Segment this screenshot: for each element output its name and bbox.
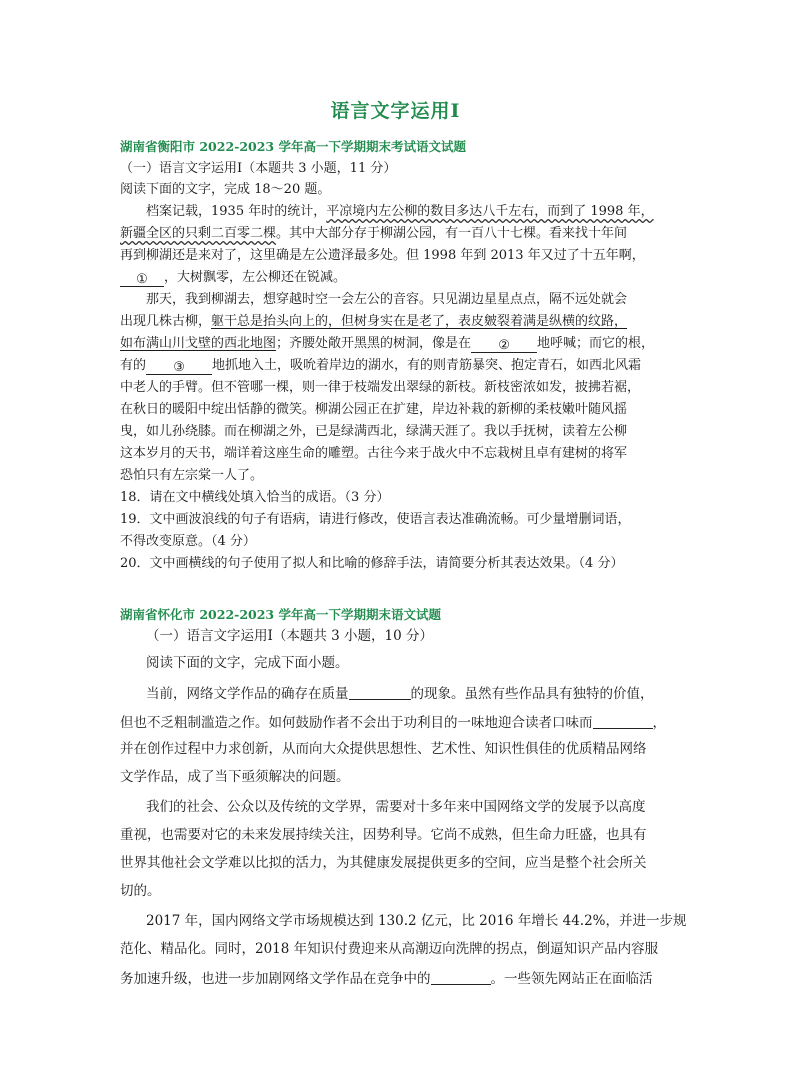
section2-subheading: （一）语言文字运用Ⅰ（本题共 3 小题，10 分） <box>146 628 433 644</box>
wavy-underlined-sentence: 平凉境内左公柳的数目多达八千左右，而到了 1998 年， <box>326 204 654 219</box>
passage1-line: 那天，我到柳湖去，想穿越时空一会左公的音容。只见湖边星星点点，隔不远处就会 <box>146 292 628 307</box>
passage1-line: 在秋日的暖阳中绽出恬静的微笑。柳湖公园正在扩建，岸边补栽的新柳的柔枝嫩叶随风摇 <box>120 402 628 417</box>
passage2-line: 但也不乏粗制滥造之作。如何鼓励作者不会出于功利目的一味地迎合读者口味而 ， <box>120 715 666 731</box>
question-20: 20．文中画横线的句子使用了拟人和比喻的修辞手法，请简要分析其表达效果。（4 分） <box>120 556 624 571</box>
passage1-line: 新疆全区的只剩二百零二棵。其中大部分存于柳湖公园，有一百八十七棵。看来找十年间 <box>120 226 628 241</box>
underlined-sentence: 如布满山川戈壁的西北地图 <box>120 336 277 351</box>
passage1-line: 有的 ③ 地抓地入土，吸吮着岸边的湖水，有的则青筋暴突、抱定青石，如西北风霜 <box>120 358 642 375</box>
passage2-line: 当前，网络文学作品的确存在质量 的现象。虽然有些作品具有独特的价值， <box>146 686 654 702</box>
passage1-line: 档案记载，1935 年时的统计，平凉境内左公柳的数目多达八千左右，而到了 1998 年， <box>146 204 654 219</box>
passage1-line: ① ，大树飘零，左公柳还在锐减。 <box>120 271 346 287</box>
passage1-line: 出现几株古柳，躯干总是抬头向上的，但树身实在是老了，表皮皴裂着满是纵横的纹路， <box>120 314 628 329</box>
question-19: 19．文中画波浪线的句子有语病，请进行修改，使语言表达准确流畅。可少量增删词语， <box>120 512 631 527</box>
passage1-line: 曳，如儿孙绕膝。而在柳湖之外，已是绿满西北，绿满天涯了。我以手抚树，读着左公柳 <box>120 424 628 439</box>
underlined-sentence: 躯干总是抬头向上的，但树身实在是老了，表皮皴裂着满是纵横的纹路， <box>211 314 628 329</box>
fill-blank-b[interactable] <box>593 715 653 729</box>
wavy-underlined-sentence: 新疆全区的只剩二百零二棵 <box>120 226 277 241</box>
fill-blank-1[interactable]: ① <box>120 273 164 287</box>
passage2-line: 文学作品，成了当下亟须解决的问题。 <box>120 769 350 785</box>
passage1-line: 中老人的手臂。但不管哪一棵，则一律于枝端发出翠绿的新枝。新枝密浓如发，披拂若裾， <box>120 380 641 395</box>
passage1-line: 如布满山川戈壁的西北地图；齐腰处敞开黑黑的树洞，像是在 ② 地呼喊；而它的根， <box>120 336 655 353</box>
passage2-line: 世界其他社会文学难以比拟的活力，为其健康发展提供更多的空间，应当是整个社会所关 <box>120 855 647 871</box>
section2-heading: 湖南省怀化市 2022-2023 学年高一下学期期末语文试题 <box>120 607 441 622</box>
passage1-line: 再到柳湖还是来对了，这里确是左公遗泽最多处。但 1998 年到 2013 年又过了十五年啊， <box>120 248 645 263</box>
passage2-line: 范化、精品化。同时，2018 年知识付费迎来从高潮迈向洗牌的拐点，倒逼知识产品内容服 <box>120 941 659 957</box>
passage1-line: 这本岁月的天书，端详着这座生命的雕塑。古往今来于战火中不忘栽树且卓有建树的将军 <box>120 446 628 461</box>
section1-subheading: （一）语言文字运用Ⅰ（本题共 3 小题，11 分） <box>120 161 397 176</box>
question-18: 18．请在文中横线处填入恰当的成语。（3 分） <box>120 490 390 505</box>
fill-blank-a[interactable] <box>349 686 411 700</box>
passage2-line: 务加速升级，也进一步加剧网络文学作品在竞争中的 。一些领先网站正在面临活 <box>120 971 653 987</box>
passage1-line: 恐怕只有左宗棠一人了。 <box>120 468 264 483</box>
fill-blank-3[interactable]: ③ <box>146 361 212 375</box>
question-19-cont: 不得改变原意。（4 分） <box>120 534 256 549</box>
passage2-line: 重视，也需要对它的未来发展持续关注，因势利导。它尚不成熟，但生命力旺盛，也具有 <box>120 827 647 843</box>
fill-blank-2[interactable]: ② <box>471 339 537 353</box>
passage2-line: 并在创作过程中力求创新，从而向大众提供思想性、艺术性、知识性俱佳的优质精品网络 <box>120 741 647 757</box>
fill-blank-c[interactable] <box>431 971 491 985</box>
page-title: 语言文字运用Ⅰ <box>330 100 461 122</box>
section1-heading: 湖南省衡阳市 2022-2023 学年高一下学期期末考试语文试题 <box>120 139 466 154</box>
passage2-line: 我们的社会、公众以及传统的文学界，需要对十多年来中国网络文学的发展予以高度 <box>146 799 646 815</box>
section1-instruction: 阅读下面的文字，完成 18～20 题。 <box>120 182 331 197</box>
passage2-line: 切的。 <box>120 883 161 899</box>
passage2-line: 2017 年，国内网络文学市场规模达到 130.2 亿元，比 2016 年增长 44.2%，并进一步规 <box>146 913 687 929</box>
section2-instruction: 阅读下面的文字，完成下面小题。 <box>146 655 349 671</box>
